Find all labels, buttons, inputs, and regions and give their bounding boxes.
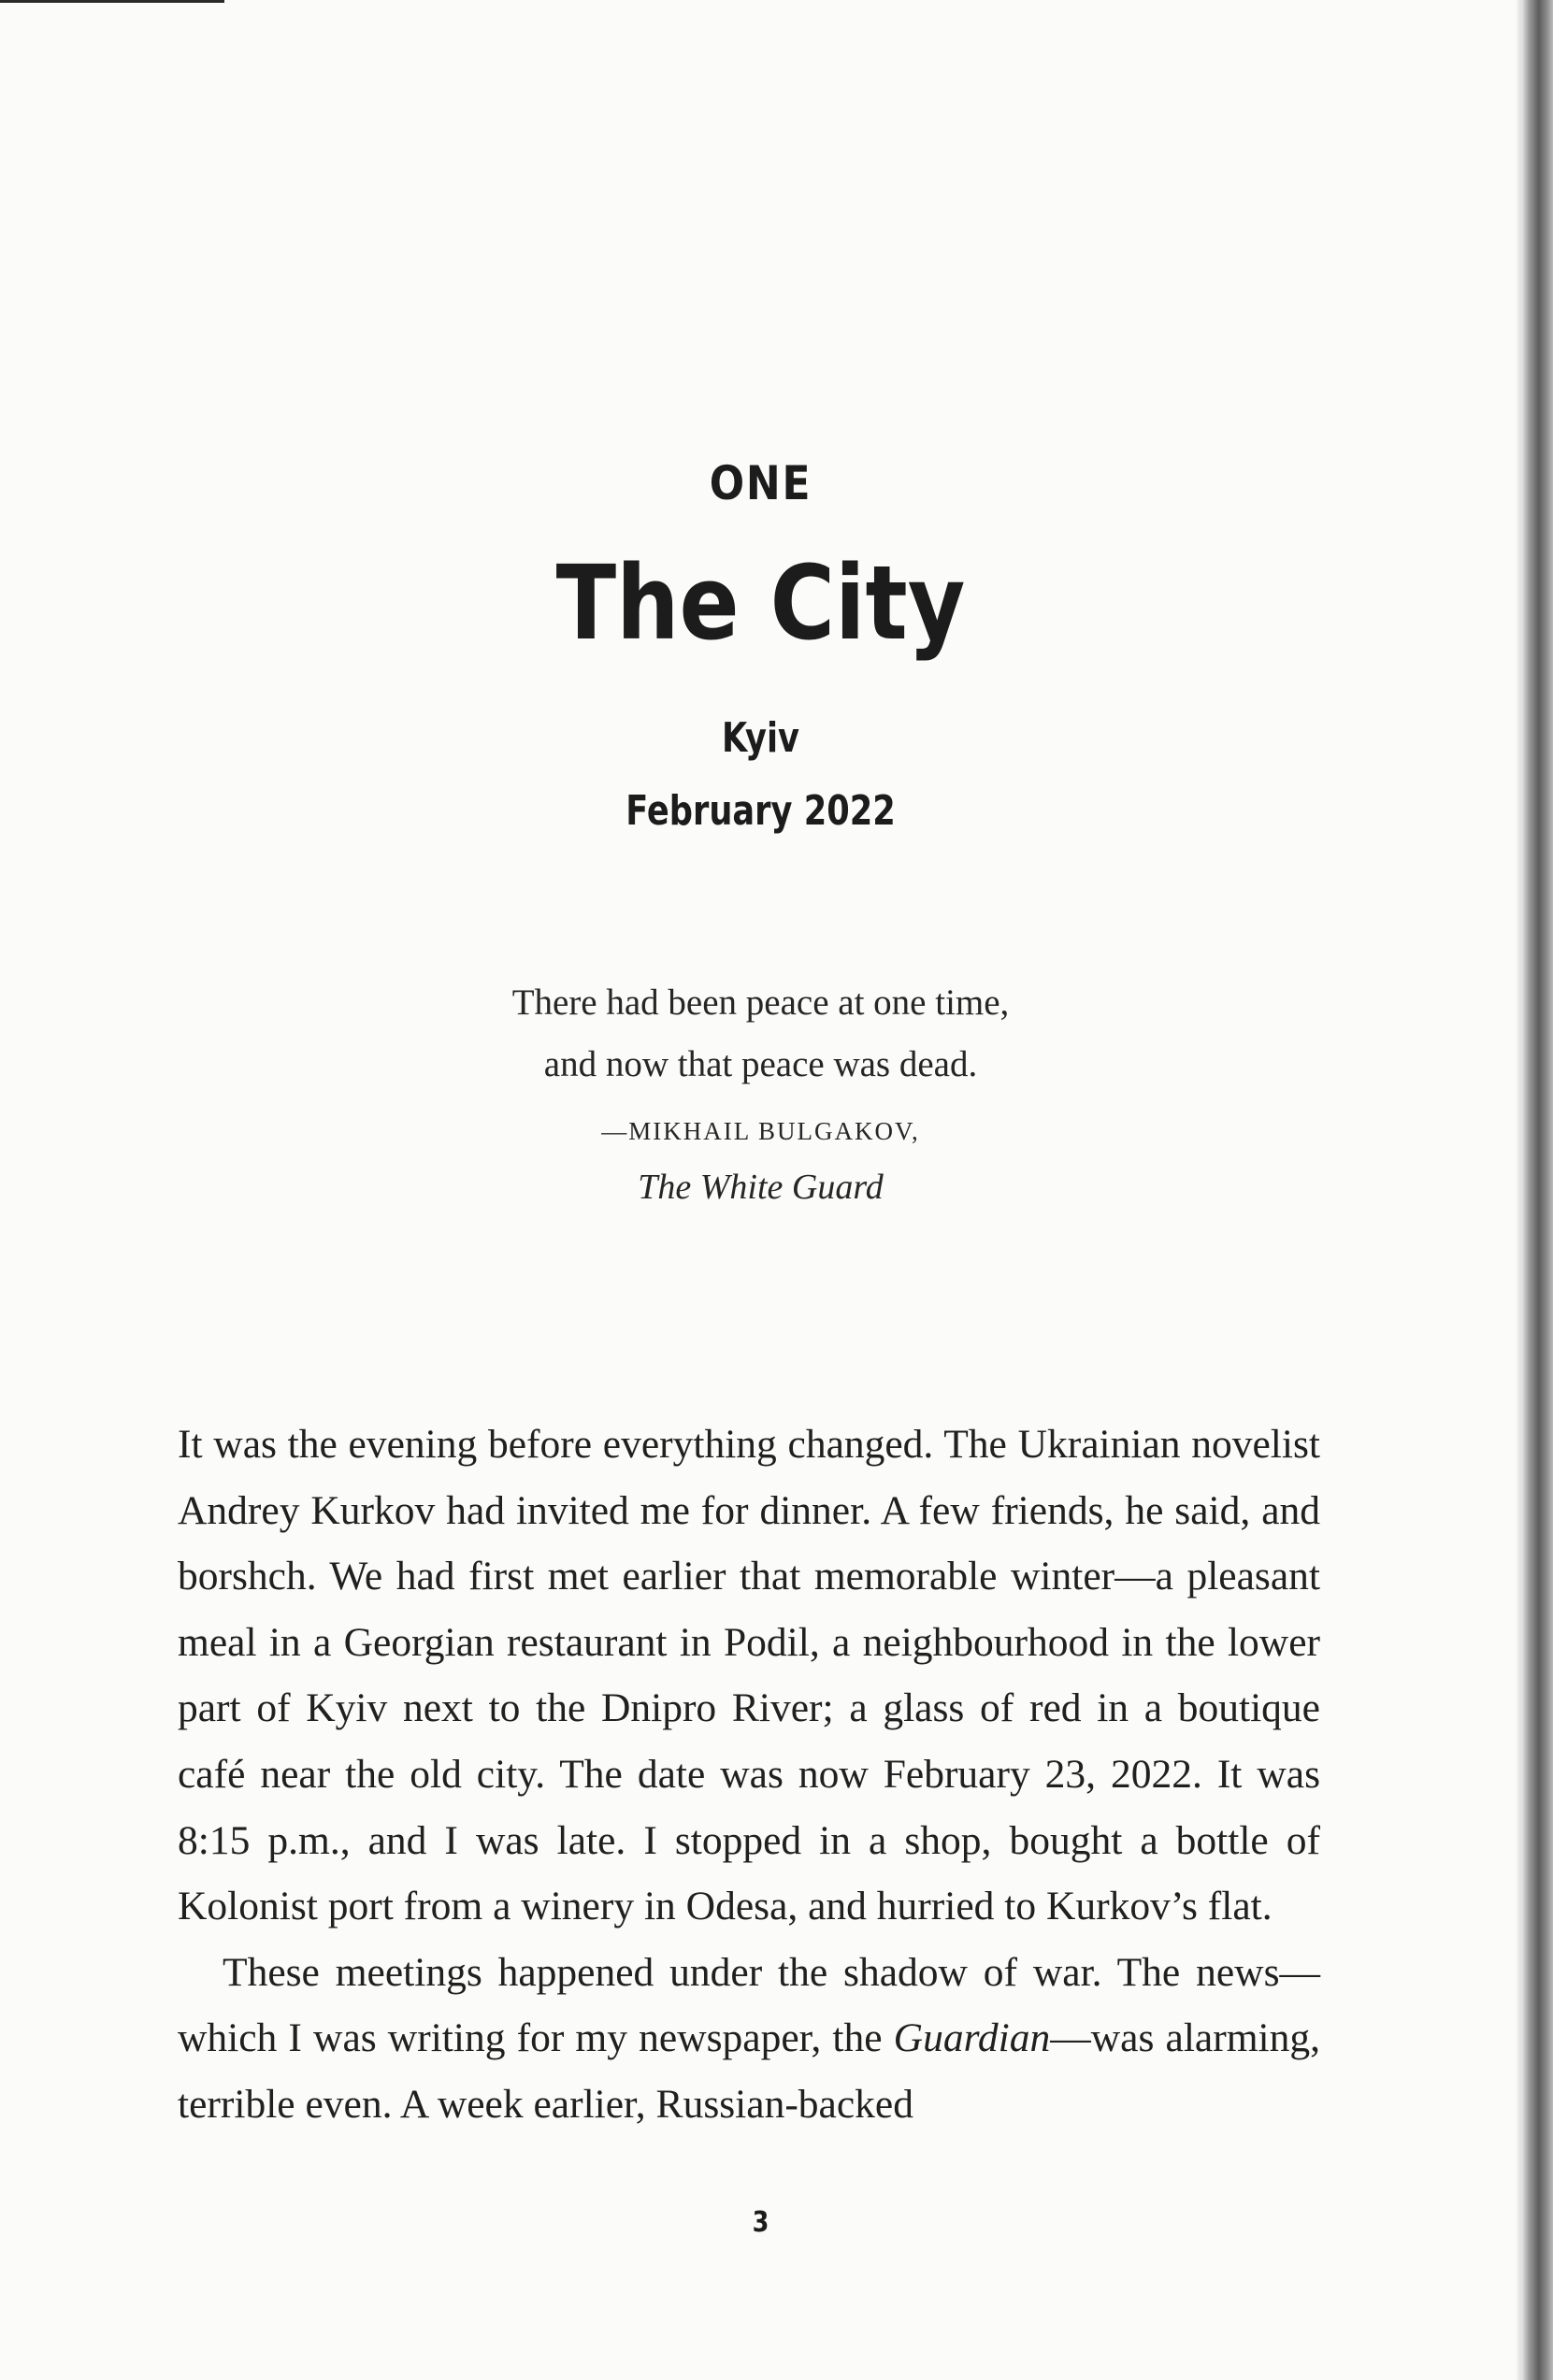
paragraph-2-text-end: —was alarming, terrible even. A week earlier, Russian-backed: [178, 2015, 1321, 2127]
paragraph-1: It was the evening before everything changed. The Ukrainian novelist Andrey Kurkov had invited me for dinner. A few friends, he said, and borshch. We had first met earlier that memorable winter—a pleasant meal in a Georgian restaurant in Podil, a neighbourhood in the lower part of Kyiv next to the Dnipro River; a glass of red in a boutique café near the old city. The date was now February 23, 2022. It was 8:15 p.m., and I was late. I stopped in a shop, bought a bottle of Kolonist port from a winery in Odesa, and hurried to Kurkov’s flat.: [178, 1422, 1320, 1929]
body-text: [178, 1412, 1320, 2138]
epigraph-author: —MIKHAIL BULGAKOV,: [601, 1117, 920, 1145]
paragraph-2: [178, 1940, 1320, 2138]
paragraph-2-text-start: These meetings happened under the shadow of war. The news—which I was writing for my newspaper, the: [178, 1949, 1320, 2061]
chapter-number: ONE: [709, 456, 812, 510]
epigraph-line-2: and now that peace was dead.: [543, 1044, 978, 1084]
epigraph-source: The White Guard: [638, 1168, 884, 1207]
chapter-location: Kyiv: [722, 714, 799, 762]
epigraph-line-1: There had been peace at one time,: [511, 982, 1010, 1023]
page-number: 3: [752, 2206, 769, 2239]
page-edge-shadow: [1521, 0, 1553, 2380]
top-scan-rule: [0, 0, 224, 3]
newspaper-name: Guardian: [893, 2015, 1051, 2061]
chapter-date: February 2022: [626, 787, 896, 835]
epigraph: [0, 972, 1521, 1210]
chapter-title: The City: [555, 543, 966, 663]
